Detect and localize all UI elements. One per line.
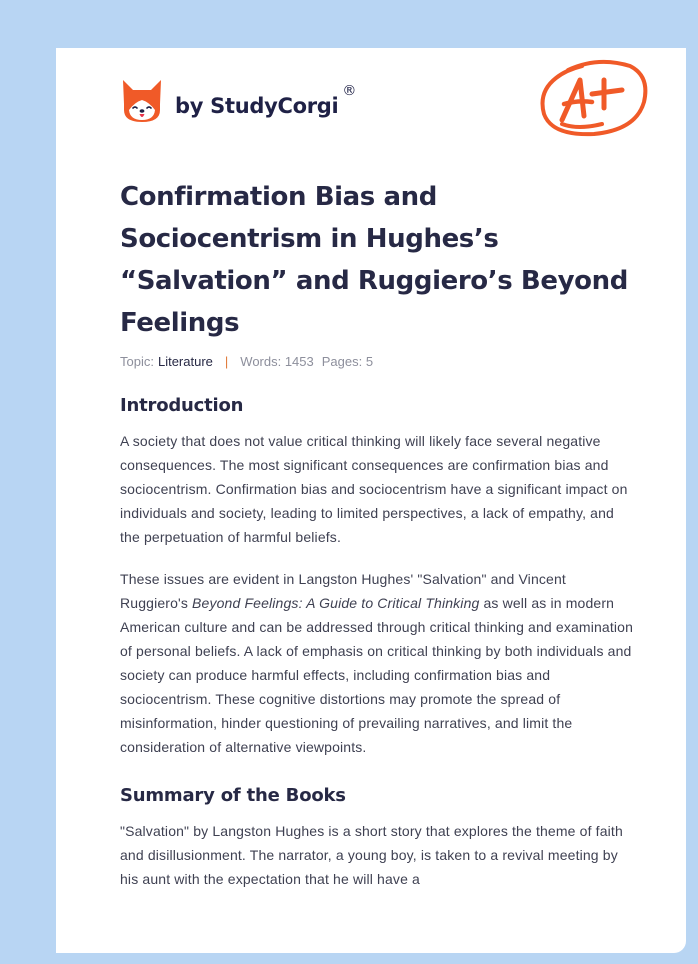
article-meta [120, 354, 634, 369]
topic-label: Topic: [120, 354, 154, 369]
summary-paragraph-1: "Salvation" by Langston Hughes is a short story that explores the theme of faith and disillusionment. The narrator, a young boy, is taken to a revival meeting by his aunt with the expectation that he will have a [120, 823, 623, 887]
section-heading-summary: Summary of the Books [120, 785, 346, 806]
a-plus-grade-icon [538, 58, 650, 140]
intro-paragraph-2 [120, 567, 634, 759]
corgi-logo-icon [121, 78, 163, 124]
article-title: Confirmation Bias and Sociocentrism in Hughes’s “Salvation” and Ruggiero’s Beyond Feelings [120, 182, 628, 338]
word-count: Words: 1453 [240, 354, 314, 369]
document-card [56, 48, 686, 953]
paragraph-text: as well as in modern American culture and can be addressed through critical thinking and examination of personal beliefs. A lack of emphasis on critical thinking by both individuals and society can produce harmful effects, including confirmation bias and sociocentrism. These cognitive distortions may promote the spread of misinformation, hinder questioning of prevailing narratives, and limit the consideration of alternative viewpoints. [120, 595, 634, 755]
topic-link[interactable]: Literature [157, 354, 213, 369]
page-count: Pages: 5 [321, 354, 374, 369]
book-title-italic: Beyond Feelings: A Guide to Critical Thinking [192, 595, 480, 611]
studycorgi-logo[interactable] [121, 76, 356, 126]
section-heading-introduction: Introduction [120, 395, 244, 416]
registered-mark: ® [342, 83, 357, 99]
intro-paragraph-1: A society that does not value critical thinking will likely face several negative consequences. The most significant consequences are confirmation bias and sociocentrism. Confirmation bias and sociocentrism have a significant impact on individuals and society, leading to limited perspectives, a lack of empathy, and the perpetuation of harmful beliefs. [120, 433, 628, 545]
article-content [120, 176, 634, 891]
meta-separator: | [224, 354, 229, 369]
brand-name: by StudyCorgi [175, 94, 339, 118]
paragraph-text: These issues are evident in Langston Hughes' "Salvation" and Vincent Ruggiero's [120, 571, 566, 611]
